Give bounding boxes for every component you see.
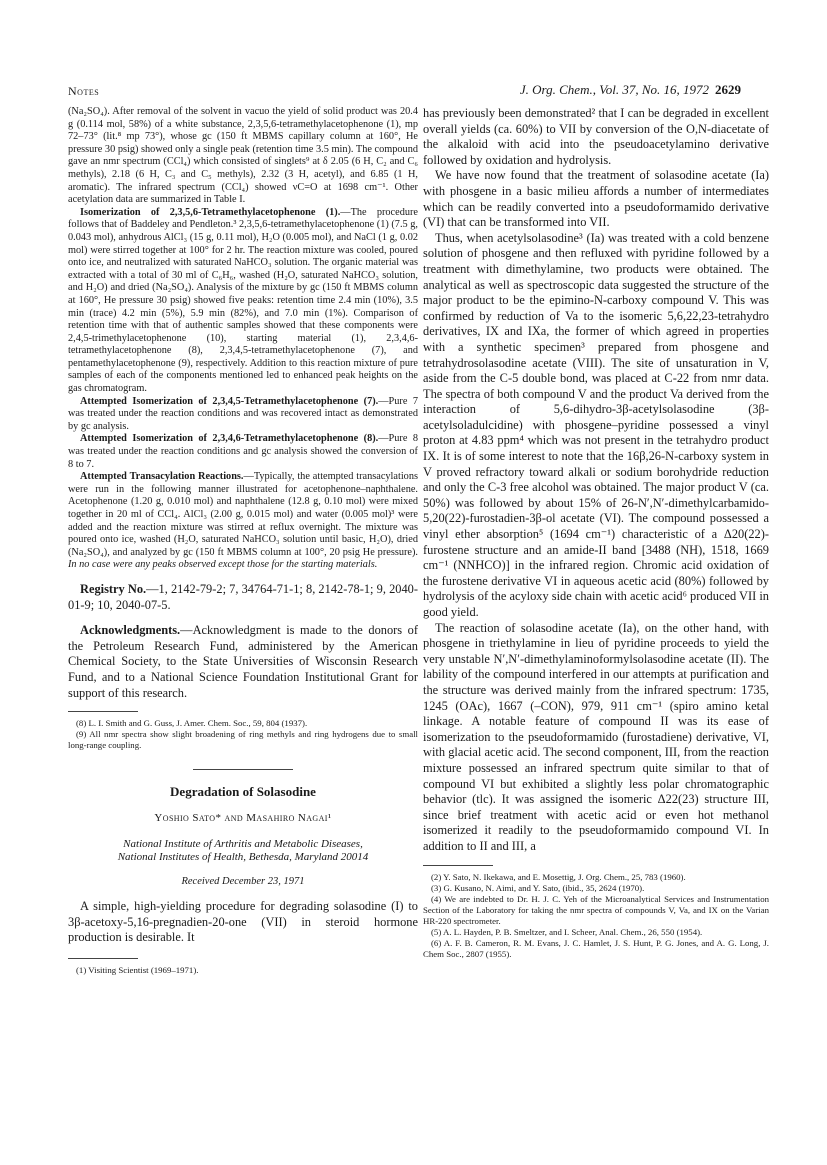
paragraph-triethylamine: The reaction of solasodine acetate (Ia), on the other hand, with phosgene in triethylamine in lieu of pyridine proceeds to yield the very unstable N′,N′-dimethylaminoformylsolasodine acetate (II). The lability of the compound interfered in our attempts at purification and the structure was derived mainly from the infrared spectrum: 1735, 1245 (OAc), 1667 (–CON), 979, 911 cm⁻¹ (spiro amino ketal linkage. A notable feature of compound II was its ease of isomerization to the pseudoformamido (furostadiene) derivative, VI, with glacial acetic acid. The second component, III, from the reaction mixture possessed an infrared spectrum quite similar to that of compound VI but exhibited a slightly less polar chromatographic behavior (tlc). It was assigned the isomeric Δ22(23) structure III, since brief treatment with acetic acid or even hot methanol isomerized it readily to the pseudoformamido compound VI. In addition to II and III, a [423, 620, 769, 853]
article-authors: Yoshio Sato* and Masahiro Nagai¹ [154, 812, 332, 825]
footnote-2: (2) Y. Sato, N. Ikekawa, and E. Mosettig, J. Org. Chem., 25, 783 (1960). [431, 871, 686, 882]
paragraph-isomerization-1: Isomerization of 2,3,5,6-Tetramethylacetophenone (1).—The procedure follows that of Baddeley and Pendleton.³ 2,3,5,6-tetramethylacetophenone (1) (7.5 g, 0.043 mol), anhydrous AlCl₃ (15 g, 0.11 mol), H₂O (0.005 mol), and NaCl (1 g, 0.02 mol) were stirred together at 100° for 2 hr. The reaction mixture was cooled, poured onto ice, and neutralized with saturated NaHCO₃ solution. The organic material was extracted with a total of 30 ml of C₆H₆, washed (H₂O, saturated NaHCO₃ solution, and H₂O) and dried (Na₂SO₄). Analysis of the mixture by gc (150 ft MBMS column at 160°, He pressure 30 psig) showed five peaks: retention time 2.4 min (10%), 3.5 min (trace) 4.2 min (5%), 5.9 min (82%), and 7.0 min (1%). Comparison of retention time with that of authentic samples showed that these components were 2,4,5-trimethylacetophenone (10), starting material (1), 2,3,4,6-tetramethylacetophenone (8), 2,3,4,5-tetramethylacetophenone (7), and pentamethylacetophenone (9), respectively. Addition to this reaction mixture of pure samples of each of the components mentioned led to enhanced peak heights on the gas chromatogram. [68, 206, 418, 395]
footnote-divider-right [423, 865, 493, 866]
subhead-isomerization-7: Attempted Isomerization of 2,3,4,5-Tetramethylacetophenone (7). [80, 395, 379, 407]
footnote-divider-2 [68, 958, 138, 959]
footnote-3: (3) G. Kusano, N. Aimi, and Y. Sato, (ibid., 35, 2624 (1970). [431, 882, 645, 893]
footnote-5: (5) A. L. Hayden, P. B. Smeltzer, and I. Scheer, Anal. Chem., 26, 550 (1954). [431, 926, 703, 937]
paragraph-transacylation: Attempted Transacylation Reactions.—Typically, the attempted transacylations were run in the following manner illustrated for acetophenone–naphthalene. Acetophenone (1.20 g, 0.010 mol) and naphthalene (12.8 g, 0.10 mol) were mixed together in 20 ml of CCl₄. AlCl₃ (2.00 g, 0.015 mol) and water (0.005 mol)³ were added and the reaction mixture was stirred at reflux overnight. The mixture was poured onto ice, washed (H₂O, saturated NaHCO₃ solution until basic, H₂O), dried (Na₂SO₄), and analyzed by gc (150 ft MBMS column at 100°, 20 psig He pressure). In no case were any peaks observed except those for the starting materials. [68, 471, 418, 571]
footnote-divider [68, 711, 138, 712]
paragraph-isomerization-7: Attempted Isomerization of 2,3,4,5-Tetramethylacetophenone (7).—Pure 7 was treated under the reaction conditions and was recovered intact as demonstrated by gc analysis. [68, 395, 419, 432]
paragraph-acetylsolasodine: Thus, when acetylsolasodine³ (Ia) was treated with a cold benzene solution of phosgene and then refluxed with pyridine followed by a treatment with dimethylamine, two products were obtained. The analytical as well as spectroscopic data suggested the structure of the major product to be the epimino-N-carboxy compound V. This was confirmed by reduction of Va to the isomeric 5,6,22,23-tetrahydro derivatives, IX and IXa, the former of which agreed in properties with a synthetic specimen³ prepared from phosgene and tetrahydrosolasodine acetate (VIII). The site of unsaturation in V, aside from the C-5 double bond, was placed at C-22 from nmr data. The spectra of both compound V and the product Va derived from the interaction of 5,6-dihydro-3β-acetylsolasodine (3β-acetylsoladulcidine) with phosgene–pyridine possessed a vinyl proton at 4.83 ppm⁴ which was not present in the tetrahydro product IX. It is of some interest to note that the 16β,26-N-carboxy system in V proved refractory toward alkali or sodium borohydride reduction and only the C-3 free alcohol was obtained. The major product V (ca. 50%) was followed by about 15% of 26-N′,N′-dimethylcarbamido-5,20(22)-furostadien-3β-ol acetate (VI). The compound possessed a vinyl ether absorption⁵ (1694 cm⁻¹) characteristic of a Δ20(22)-furostene structure and an amide-II band [3488 (NH), 1518, 1669 cm⁻¹ (NNHCO)] in the infrared region. Chromic acid oxidation of the furostene derivative VI in aqueous acetic acid (80%) followed by hydrolysis of the acyloxy side chain with acetic acid⁶ produced VII in good yield. [423, 230, 769, 619]
footnote-9: (9) All nmr spectra show slight broadening of ring methyls and ring hydrogens due to small long-range coupling. [68, 729, 418, 751]
footnote-1: (1) Visiting Scientist (1969–1971). [76, 964, 199, 975]
subhead-isomerization-1: Isomerization of 2,3,5,6-Tetramethylacetophenone (1). [80, 206, 341, 218]
paragraph-isomerization-8: Attempted Isomerization of 2,3,4,6-Tetramethylacetophenone (8).—Pure 8 was treated under the reaction conditions and gc analysis showed the conversion of 8 to 7. [68, 433, 419, 470]
subhead-isomerization-8: Attempted Isomerization of 2,3,4,6-Tetramethylacetophenone (8). [80, 433, 379, 445]
page-number: 2629 [715, 82, 741, 97]
author-affiliation: National Institute of Arthritis and Metabolic Diseases, National Institutes of Health, Bethesda, Maryland 20014 [117, 838, 369, 864]
subhead-transacylation: Attempted Transacylation Reactions. [80, 471, 244, 483]
registry-head: Registry No. [80, 581, 147, 596]
right-column [423, 106, 769, 960]
registry-numbers: Registry No.—1, 2142-79-2; 7, 34764-71-1; 8, 2142-78-1; 9, 2040-01-9; 10, 2040-07-5. [68, 581, 418, 612]
footnote-4: (4) We are indebted to Dr. H. J. C. Yeh of the Microanalytical Services and Instrumentation Section of the Laboratory for taking the nmr spectra of compounds V, Va, and IX on the Varian HR-220 spectrometer. [423, 893, 769, 926]
ack-head: Acknowledgments. [80, 623, 181, 638]
journal-citation: J. Org. Chem., Vol. 37, No. 16, 1972 [519, 82, 709, 97]
paragraph-prior-work: has previously been demonstrated² that I can be degraded in excellent overall yields (ca. 60%) to VII by conversion of the O,N-diacetate of the alkaloid with acid into the pseudoacetylamino derivative followed by oxidation and hydrolysis. [423, 106, 769, 167]
left-column [68, 106, 418, 976]
article-divider [193, 769, 293, 770]
running-head-journal [520, 82, 741, 98]
received-date: Received December 23, 1971 [181, 876, 305, 888]
running-head-section: Notes [68, 84, 100, 98]
paragraph-acetylation-result: (Na₂SO₄). After removal of the solvent in vacuo the yield of solid product was 20.4 g (0.114 mol, 58%) of a white substance, 2,3,5,6-tetramethylacetophenone (1), mp 72–73° (lit.⁸ mp 73°), whose gc (150 ft MBMS capillary column at 160°, He pressure 30 psig) showed only a single peak (retention time 3.5 min). The compound gave an nmr spectrum (CCl₄) which consisted of singlets⁹ at δ 2.05 (6 H, C₂ and C₆ methyls), 2.18 (6 H, C₃ and C₅ methyls), 2.32 (3 H, acetyl), and 6.85 (1 H, aromatic). The infrared spectrum (CCl₄) showed νC=O at 1698 cm⁻¹. Other acetylation data are summarized in Table I. [68, 106, 418, 206]
intro-paragraph: A simple, high-yielding procedure for degrading solasodine (I) to 3β-acetoxy-5,16-pregnadien-20-one (VII) in steroid hormone production is desirable. It [68, 899, 418, 945]
footnote-6: (6) A. F. B. Cameron, R. M. Evans, J. C. Hamlet, J. S. Hunt, P. G. Jones, and A. G. Long, J. Chem Soc., 2807 (1955). [423, 937, 769, 959]
acknowledgments: Acknowledgments.—Acknowledgment is made to the donors of the Petroleum Research Fund, administered by the American Chemical Society, to the State Universities of Wisconsin Research Fund, and to a National Science Foundation Institutional Grant for support of this research. [68, 623, 418, 700]
article-title: Degradation of Solasodine [170, 784, 316, 800]
footnote-8: (8) L. I. Smith and G. Guss, J. Amer. Chem. Soc., 59, 804 (1937). [76, 718, 308, 729]
paragraph-phosgene-finding: We have now found that the treatment of solasodine acetate (Ia) with phosgene in a basic milieu affords a number of intermediates which can be readily converted into a pseudoformamido derivative (VI) that can be transformed into VII. [423, 168, 769, 230]
